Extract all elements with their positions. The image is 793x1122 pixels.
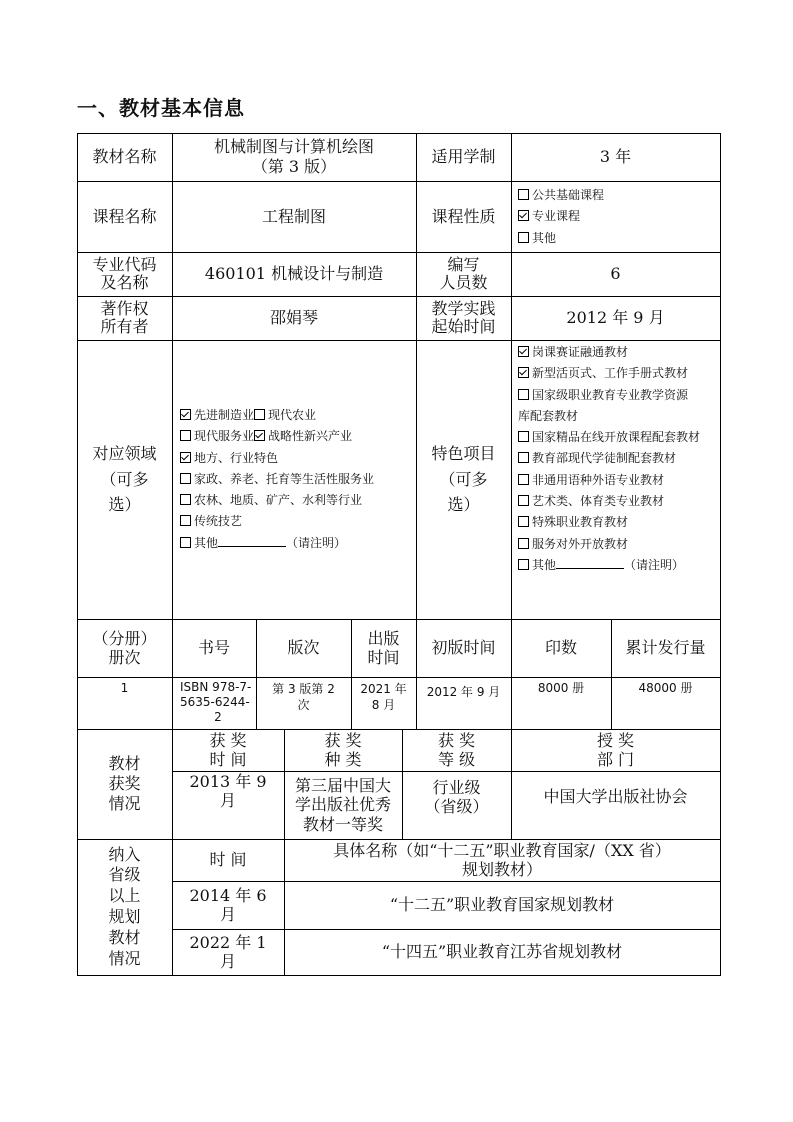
course-name-value: 工程制图 <box>261 206 326 226</box>
domain-option[interactable]: 其他 （请注明） <box>180 533 374 554</box>
plan-name-value: “十二五”职业教育国家规划教材 <box>389 895 615 914</box>
copyright-label: 著作权 所有者 <box>100 298 149 336</box>
major-value: 460101 机械设计与制造 <box>204 264 384 283</box>
authors-value: 6 <box>610 264 621 283</box>
volume-header: （分册） 册次 <box>92 628 157 667</box>
edition-header: 版次 <box>287 638 320 657</box>
feature-options <box>518 342 700 576</box>
first-time-value: 2012 年 9 月 <box>426 684 501 699</box>
checkbox-icon[interactable] <box>254 409 265 420</box>
award-level-value: 行业级 （省级） <box>424 777 489 816</box>
course-type-label: 课程性质 <box>431 206 496 226</box>
checkbox-icon[interactable] <box>518 431 529 442</box>
award-type-value: 第三届中国大 学出版社优秀 教材一等奖 <box>294 776 391 834</box>
feature-option[interactable]: 艺术类、体育类专业教材 <box>518 491 700 512</box>
fill-in-blank[interactable] <box>556 557 624 569</box>
award-type-header: 获 奖 种 类 <box>324 730 362 769</box>
course-type-option[interactable]: 其他 <box>518 228 604 249</box>
textbook-name-line1: 机械制图与计算机绘图 <box>213 137 374 156</box>
feature-option[interactable]: 其他 （请注明） <box>518 555 700 576</box>
domain-option[interactable]: 先进制造业 现代农业 <box>180 405 374 426</box>
practice-label: 教学实践 起始时间 <box>431 298 496 336</box>
section-heading: 一、教材基本信息 <box>77 96 245 120</box>
feature-option[interactable]: 教育部现代学徒制配套教材 <box>518 448 700 469</box>
feature-option[interactable]: 服务对外开放教材 <box>518 534 700 555</box>
checkbox-icon[interactable] <box>518 389 529 400</box>
checkbox-icon[interactable] <box>180 537 191 548</box>
checked-checkbox-icon[interactable] <box>254 430 265 441</box>
copyright-value: 邵娟琴 <box>269 308 318 327</box>
checkbox-icon[interactable] <box>518 189 529 200</box>
pub-time-value: 2021 年 8 月 <box>360 681 407 712</box>
checked-checkbox-icon[interactable] <box>180 409 191 420</box>
checked-checkbox-icon[interactable] <box>518 210 529 221</box>
checkbox-icon[interactable] <box>180 473 191 484</box>
total-header: 累计发行量 <box>625 638 706 657</box>
domain-option[interactable]: 家政、养老、托育等生活性服务业 <box>180 469 374 490</box>
first-time-header: 初版时间 <box>431 638 496 657</box>
isbn-header: 书号 <box>197 638 230 657</box>
plan-time-value: 2022 年 1 月 <box>189 932 267 971</box>
plan-time-header: 时 间 <box>209 850 247 869</box>
total-value: 48000 册 <box>638 680 693 695</box>
checked-checkbox-icon[interactable] <box>180 452 191 463</box>
checkbox-icon[interactable] <box>518 452 529 463</box>
domain-option[interactable]: 传统技艺 <box>180 511 374 532</box>
domain-label: 对应领域 （可多 选） <box>92 444 157 515</box>
feature-option[interactable]: 特殊职业教育教材 <box>518 512 700 533</box>
course-type-options <box>518 185 604 249</box>
domain-option[interactable]: 农林、地质、矿产、水利等行业 <box>180 490 374 511</box>
pub-time-header: 出版 时间 <box>367 628 400 667</box>
prints-header: 印数 <box>544 638 577 657</box>
textbook-name-line2: （第 3 版） <box>251 157 337 176</box>
award-time-header: 获 奖 时 间 <box>209 730 247 769</box>
award-time-value: 2013 年 9 月 <box>189 771 267 810</box>
checked-checkbox-icon[interactable] <box>518 367 529 378</box>
checkbox-icon[interactable] <box>180 515 191 526</box>
checkbox-icon[interactable] <box>518 232 529 243</box>
fill-in-blank[interactable] <box>218 535 286 547</box>
award-dept-header: 授 奖 部 门 <box>596 730 635 769</box>
authors-label: 编写 人员数 <box>439 254 488 292</box>
domain-options <box>180 405 374 554</box>
prints-value: 8000 册 <box>537 680 585 695</box>
plan-name-header: 具体名称（如“十二五”职业教育国家/（XX 省） 规划教材） <box>333 840 671 879</box>
feature-option[interactable]: 岗课赛证融通教材 <box>518 342 700 363</box>
years-label: 适用学制 <box>431 147 496 166</box>
feature-option[interactable]: 国家级职业教育专业教学资源 <box>518 385 700 406</box>
checkbox-icon[interactable] <box>180 494 191 505</box>
checkbox-icon[interactable] <box>518 474 529 485</box>
checkbox-icon[interactable] <box>518 559 529 570</box>
awards-label: 教材 获奖 情况 <box>108 754 141 813</box>
checkbox-icon[interactable] <box>518 495 529 506</box>
volume-value: 1 <box>120 680 129 695</box>
domain-option[interactable]: 现代服务业 战略性新兴产业 <box>180 426 374 447</box>
award-level-header: 获 奖 等 级 <box>437 730 476 769</box>
plans-label: 纳入 省级 以上 规划 教材 情况 <box>108 844 141 968</box>
feature-label: 特色项目 （可多 选） <box>431 444 496 515</box>
checkbox-icon[interactable] <box>180 430 191 441</box>
feature-option[interactable]: 新型活页式、工作手册式教材 <box>518 363 700 384</box>
feature-option-continued: 库配套教材 <box>518 408 579 423</box>
award-dept-value: 中国大学出版社协会 <box>543 787 688 806</box>
plan-name-value: “十四五”职业教育江苏省规划教材 <box>381 942 623 961</box>
domain-option[interactable]: 地方、行业特色 <box>180 448 374 469</box>
practice-value: 2012 年 9 月 <box>566 308 665 327</box>
isbn-value: ISBN 978-7- 5635-6244- 2 <box>180 680 252 724</box>
course-type-option[interactable]: 公共基础课程 <box>518 185 604 206</box>
course-type-option[interactable]: 专业课程 <box>518 206 604 227</box>
course-name-label: 课程名称 <box>92 206 157 226</box>
edition-value: 第 3 版第 2 次 <box>272 681 335 712</box>
checkbox-icon[interactable] <box>518 516 529 527</box>
plan-time-value: 2014 年 6 月 <box>189 885 267 924</box>
checkbox-icon[interactable] <box>518 538 529 549</box>
feature-option[interactable]: 国家精品在线开放课程配套教材 <box>518 427 700 448</box>
textbook-name-label: 教材名称 <box>92 147 157 166</box>
checked-checkbox-icon[interactable] <box>518 346 529 357</box>
textbook-name-value <box>172 133 416 181</box>
years-value: 3 年 <box>599 147 632 166</box>
major-label: 专业代码 及名称 <box>92 254 157 292</box>
feature-option[interactable]: 非通用语种外语专业教材 <box>518 470 700 491</box>
